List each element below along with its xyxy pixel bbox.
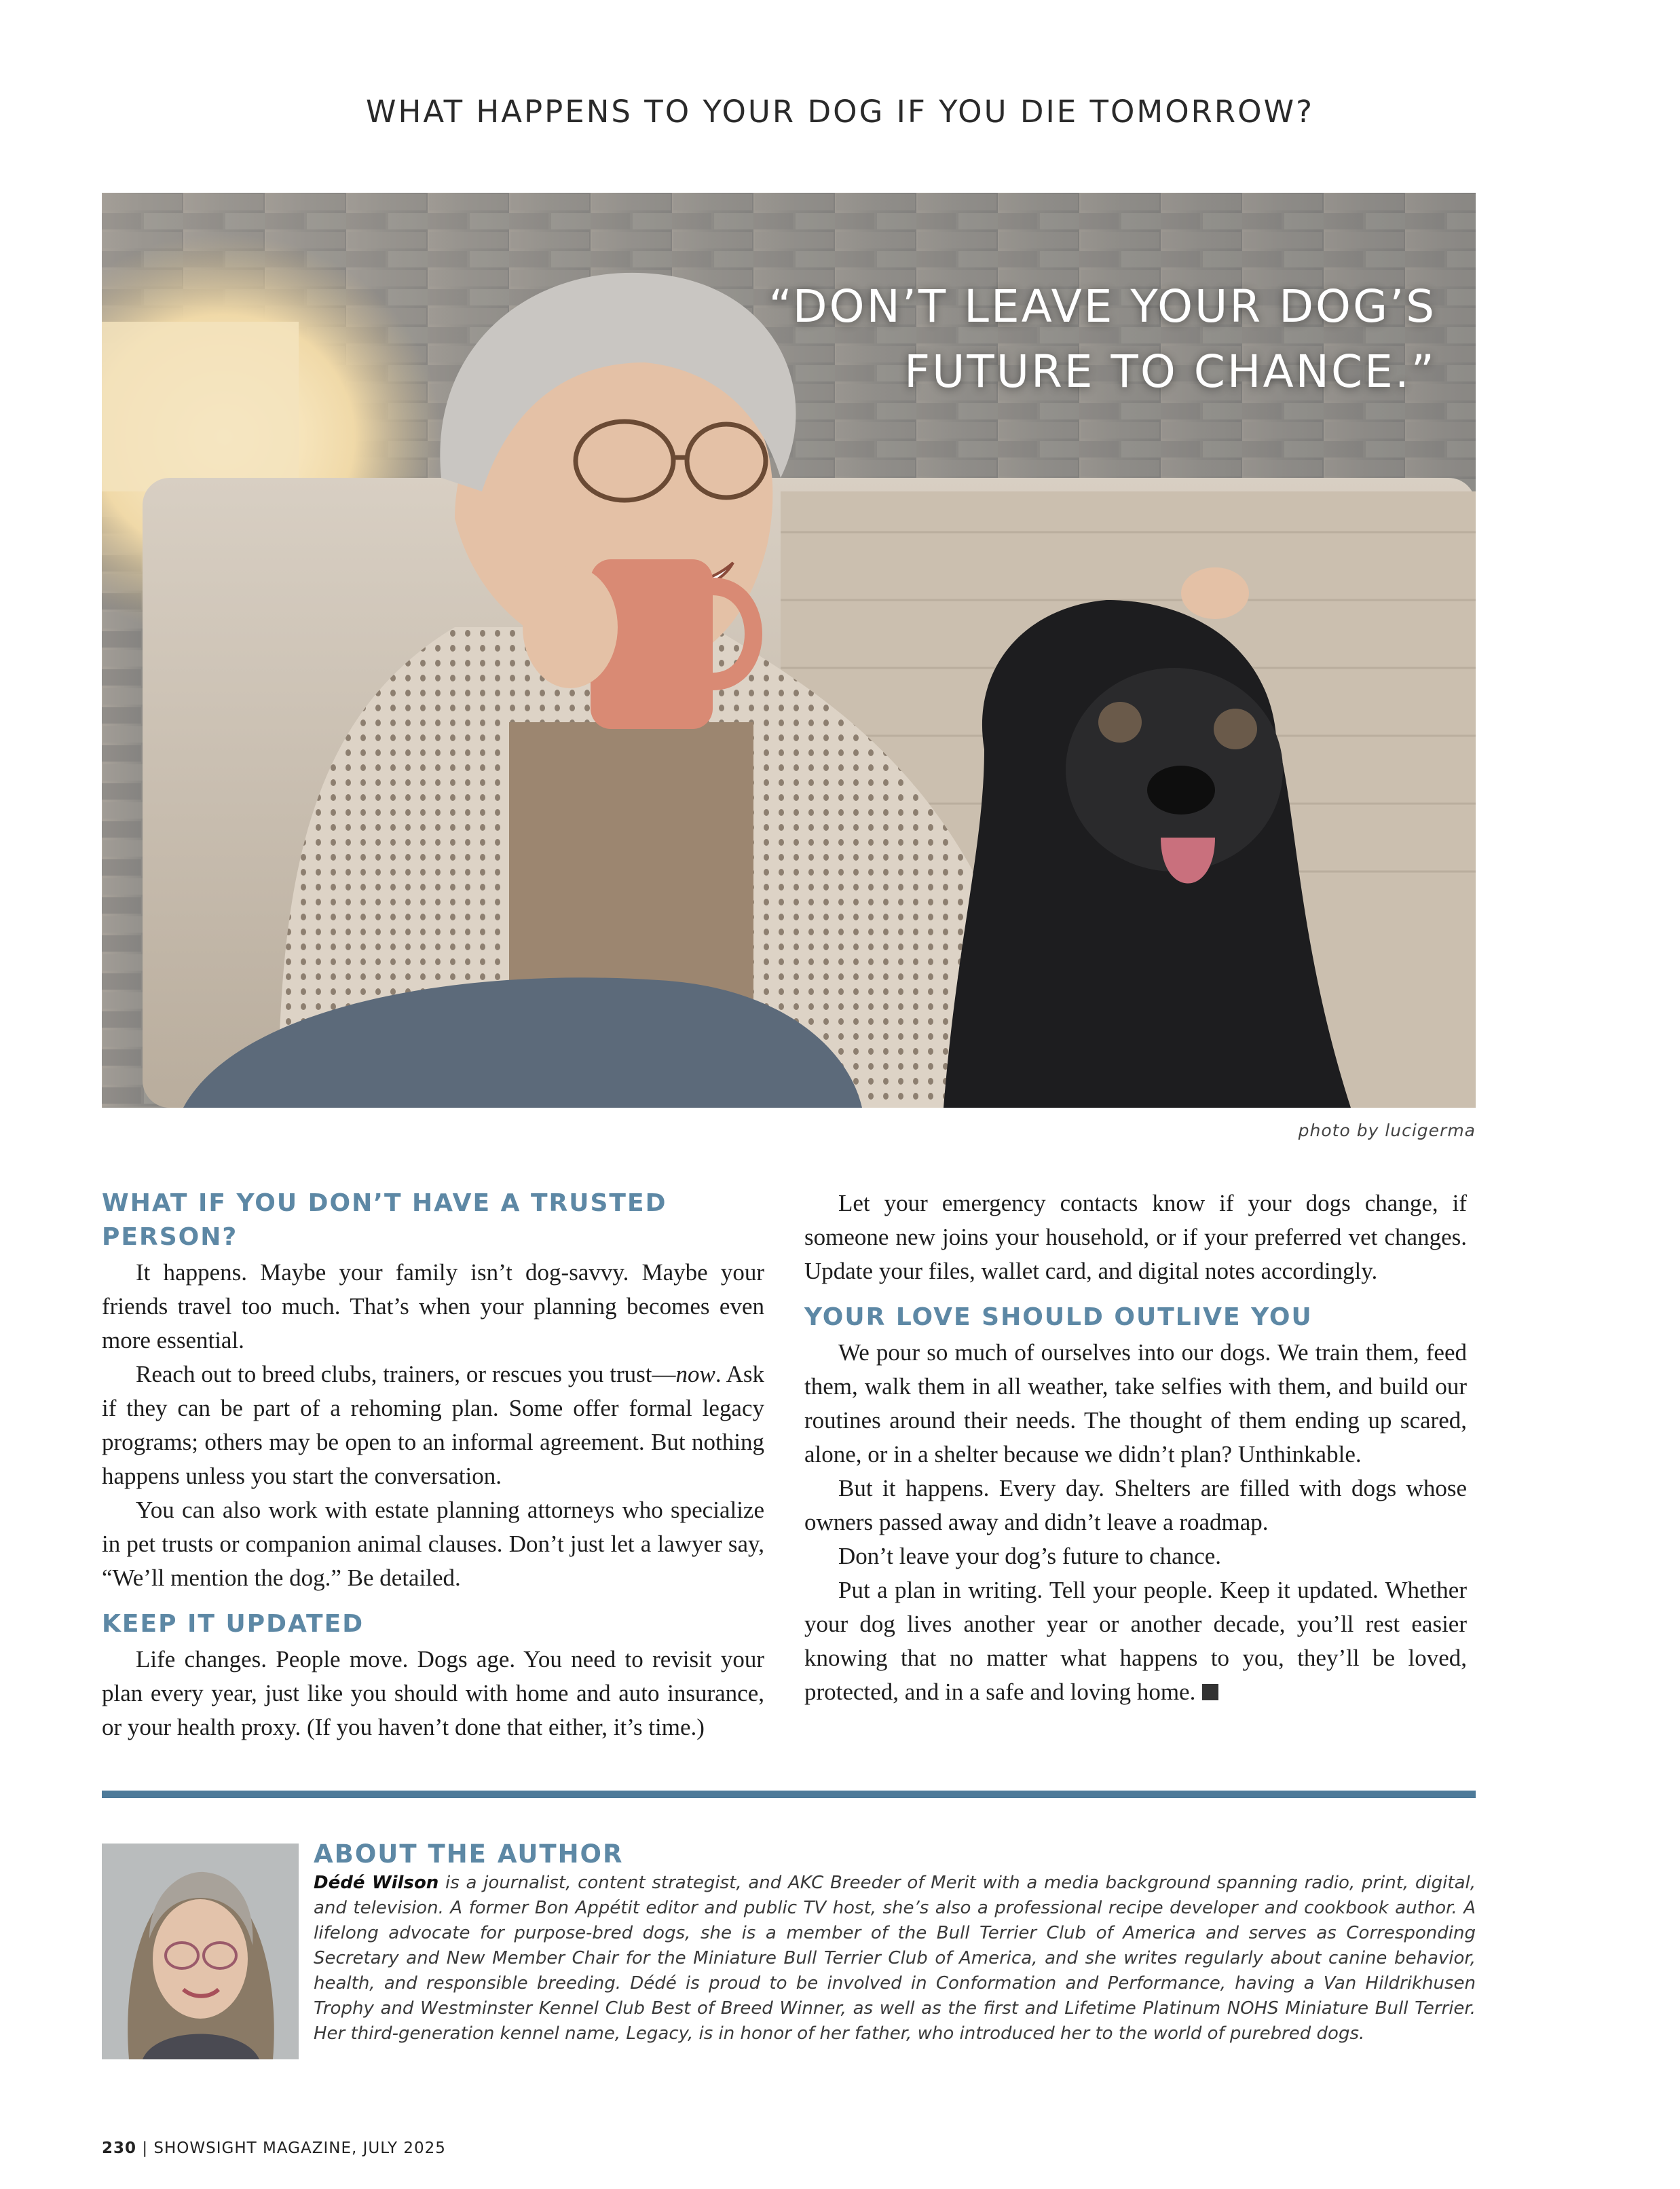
author-name: Dédé Wilson (314, 1873, 439, 1893)
author-bio (314, 1871, 1476, 2046)
paragraph-text: Put a plan in writing. Tell your people. Keep it updated. Whether your dog lives another year or another decade, you’ll rest easier knowing that no matter what happens to you, they’ll be loved, protected, and in a safe and loving home. (804, 1577, 1467, 1705)
end-of-article-mark (1202, 1684, 1218, 1700)
author-bio-text: is a journalist, content strategist, and AKC Breeder of Merit with a media background spanning radio, print, digital, and television. A former Bon Appétit editor and public TV host, she’s also a professional recipe developer and cookbook author. A lifelong advocate for purpose-bred dogs, she is a member of the Bull Terrier Club of America and serves as Corresponding Secretary and New Member Chair for the Miniature Bull Terrier Club of America, and she writes regularly about canine behavior, health, and responsible breeding. Dédé is proud to be involved in Conformation and Performance, having a Van Hildrikhusen Trophy and Westminster Kennel Club Best of Breed Winner, as well as the first and Lifetime Platinum NOHS Miniature Bull Terrier. Her third-generation kennel name, Legacy, is in honor of her father, who introduced her to the world of purebred dogs. (314, 1873, 1476, 2044)
emphasis-text: now (675, 1361, 715, 1387)
pull-quote-line-1: “DON’T LEAVE YOUR DOG’S (768, 280, 1436, 333)
paragraph: You can also work with estate planning attorneys who specialize in pet trusts or companion animal clauses. Don’t just let a lawyer say, “We’ll mention the dog.” Be detailed. (102, 1497, 764, 1591)
paragraph-text: . Ask if they can be part of a rehoming plan. Some offer formal legacy programs; others may be open to an informal agreement. But nothing happens unless you start the conversation. (102, 1361, 764, 1489)
section-divider (102, 1791, 1476, 1798)
hero-photo (102, 193, 1476, 1108)
author-portrait (102, 1844, 299, 2059)
publication-name: SHOWSIGHT MAGAZINE, JULY 2025 (153, 2139, 446, 2157)
paragraph (804, 1573, 1467, 1709)
right-column (804, 1186, 1467, 1709)
footer-separator: | (136, 2139, 154, 2157)
pull-quote (769, 274, 1436, 405)
paragraph: It happens. Maybe your family isn’t dog-savvy. Maybe your friends travel too much. That’s when your planning becomes even more essential. (102, 1259, 764, 1353)
paragraph: Life changes. People move. Dogs age. You need to revisit your plan every year, just like you should with home and auto insurance, or your health proxy. (If you haven’t done that either, it’s time.) (102, 1646, 764, 1740)
section-heading-keep-updated: KEEP IT UPDATED (102, 1610, 365, 1638)
about-the-author (314, 1838, 1476, 2046)
paragraph (102, 1358, 764, 1493)
section-heading-love-outlive: YOUR LOVE SHOULD OUTLIVE YOU (804, 1303, 1313, 1331)
paragraph: But it happens. Every day. Shelters are filled with dogs whose owners passed away and didn’t leave a roadmap. (804, 1475, 1467, 1535)
page-number: 230 (102, 2139, 137, 2157)
pull-quote-line-2: FUTURE TO CHANCE.” (904, 345, 1436, 398)
page-footer (102, 2139, 446, 2157)
article-title: WHAT HAPPENS TO YOUR DOG IF YOU DIE TOMORROW? (366, 94, 1314, 130)
author-photo (102, 1844, 299, 2059)
paragraph: Don’t leave your dog’s future to chance. (838, 1543, 1222, 1569)
section-heading-trusted-person: WHAT IF YOU DON’T HAVE A TRUSTED PERSON? (102, 1189, 667, 1251)
paragraph: We pour so much of ourselves into our dogs. We train them, feed them, walk them in all weather, take selfies with them, and build our routines around their needs. The thought of them ending up scared, alone, or in a shelter because we didn’t plan? Unthinkable. (804, 1339, 1467, 1467)
paragraph-text: Reach out to breed clubs, trainers, or rescues you trust— (136, 1361, 676, 1387)
photo-credit: photo by lucigerma (1298, 1121, 1476, 1140)
about-the-author-heading: ABOUT THE AUTHOR (314, 1839, 624, 1869)
left-column (102, 1186, 764, 1744)
paragraph: Let your emergency contacts know if your dogs change, if someone new joins your household, or if your preferred vet changes. Update your files, wallet card, and digital notes accordingly. (804, 1190, 1467, 1284)
